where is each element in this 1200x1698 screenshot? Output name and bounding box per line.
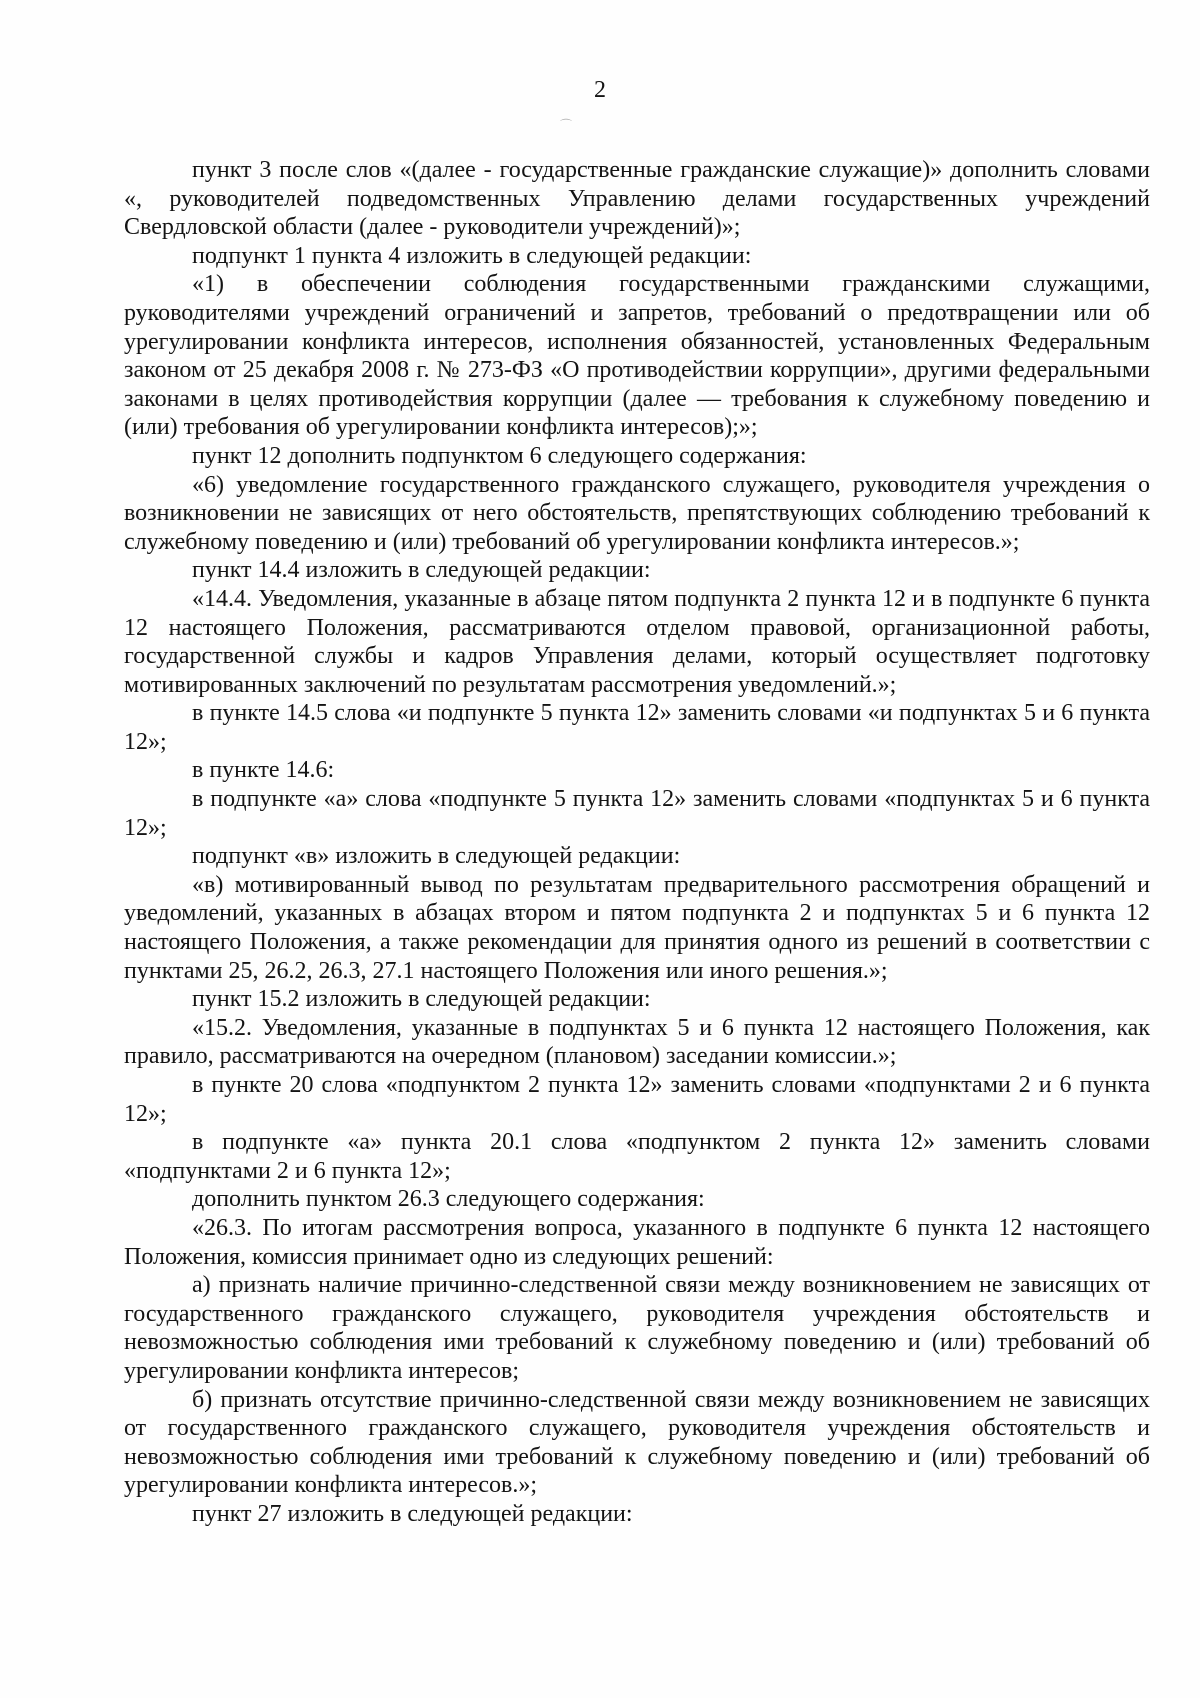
paragraph: подпункт 1 пункта 4 изложить в следующей редакции: — [192, 242, 752, 269]
paragraph: «26.3. По итогам рассмотрения вопроса, указанного в подпункте 6 пункта 12 настоящего Положения, комиссия принимает одно из следующих решений: — [124, 1214, 1150, 1270]
paragraph: пункт 27 изложить в следующей редакции: — [192, 1500, 633, 1527]
paragraph: «6) уведомление государственного гражданского служащего, руководителя учреждения о возникновении не зависящих от него обстоятельств, препятствующих соблюдению требований к служебному поведению и (или) требований об урегулировании конфликта интересов.»; — [124, 471, 1150, 555]
paragraph: пункт 14.4 изложить в следующей редакции: — [192, 557, 651, 584]
paragraph: подпункт «в» изложить в следующей редакции: — [192, 843, 681, 870]
paragraph: «1) в обеспечении соблюдения государственными гражданскими служащими, руководителями учреждений ограничений и запретов, требований о предотвращении или об урегулировании конфликта интересов, исполнения обязанностей, установленных Федеральным законом от 25 декабря 2008 г. № 273-ФЗ «О противодействии коррупции», другими федеральными законами в целях противодействия коррупции (далее — требования к служебному поведению и (или) требования об урегулировании конфликта интересов);»; — [124, 271, 1150, 441]
paragraph: пункт 12 дополнить подпунктом 6 следующего содержания: — [192, 442, 807, 469]
paragraph: в пункте 14.5 слова «и подпункте 5 пункта 12» заменить словами «и подпунктах 5 и 6 пункта 12»; — [124, 700, 1150, 755]
paragraph: пункт 3 после слов «(далее - государственные гражданские служащие)» дополнить словами «, руководителей подведомственных Управлению делами государственных учреждений Свердловской области (далее - руководители учреждений)»; — [124, 157, 1150, 241]
paragraph: «15.2. Уведомления, указанные в подпунктах 5 и 6 пункта 12 настоящего Положения, как правило, рассматриваются на очередном (плановом) заседании комиссии.»; — [124, 1014, 1150, 1070]
page-number: 2 — [594, 77, 606, 103]
document-body — [124, 156, 1150, 1529]
scan-speck-mark: ⌒ — [560, 118, 573, 132]
paragraph: дополнить пунктом 26.3 следующего содержания: — [192, 1186, 705, 1213]
paragraph: «14.4. Уведомления, указанные в абзаце пятом подпункта 2 пункта 12 и в подпункте 6 пункта 12 настоящего Положения, рассматриваются отделом правовой, организационной работы, государственной службы и кадров Управления делами, который осуществляет подготовку мотивированных заключений по результатам рассмотрения уведомлений.»; — [124, 585, 1150, 698]
paragraph: «в) мотивированный вывод по результатам предварительного рассмотрения обращений и уведомлений, указанных в абзацах втором и пятом подпункта 2 и подпунктах 5 и 6 пункта 12 настоящего Положения, а также рекомендации для принятия одного из решений в соответствии с пунктами 25, 26.2, 26.3, 27.1 настоящего Положения или иного решения.»; — [124, 871, 1150, 984]
paragraph: в пункте 20 слова «подпунктом 2 пункта 12» заменить словами «подпунктами 2 и 6 пункта 12»; — [124, 1072, 1150, 1127]
paragraph: в подпункте «а» слова «подпункте 5 пункта 12» заменить словами «подпунктах 5 и 6 пункта 12»; — [124, 786, 1150, 841]
paragraph: в подпункте «а» пункта 20.1 слова «подпунктом 2 пункта 12» заменить словами «подпунктами 2 и 6 пункта 12»; — [124, 1129, 1150, 1184]
paragraph: б) признать отсутствие причинно-следственной связи между возникновением не зависящих от государственного гражданского служащего, руководителя учреждения обстоятельств и невозможностью соблюдения ими требований к служебному поведению и (или) требований об урегулировании конфликта интересов.»; — [124, 1386, 1150, 1499]
paragraph: а) признать наличие причинно-следственной связи между возникновением не зависящих от государственного гражданского служащего, руководителя учреждения обстоятельств и невозможностью соблюдения ими требований к служебному поведению и (или) требований об урегулировании конфликта интересов; — [124, 1272, 1150, 1384]
paragraph: пункт 15.2 изложить в следующей редакции: — [192, 986, 651, 1013]
paragraph: в пункте 14.6: — [192, 757, 335, 784]
